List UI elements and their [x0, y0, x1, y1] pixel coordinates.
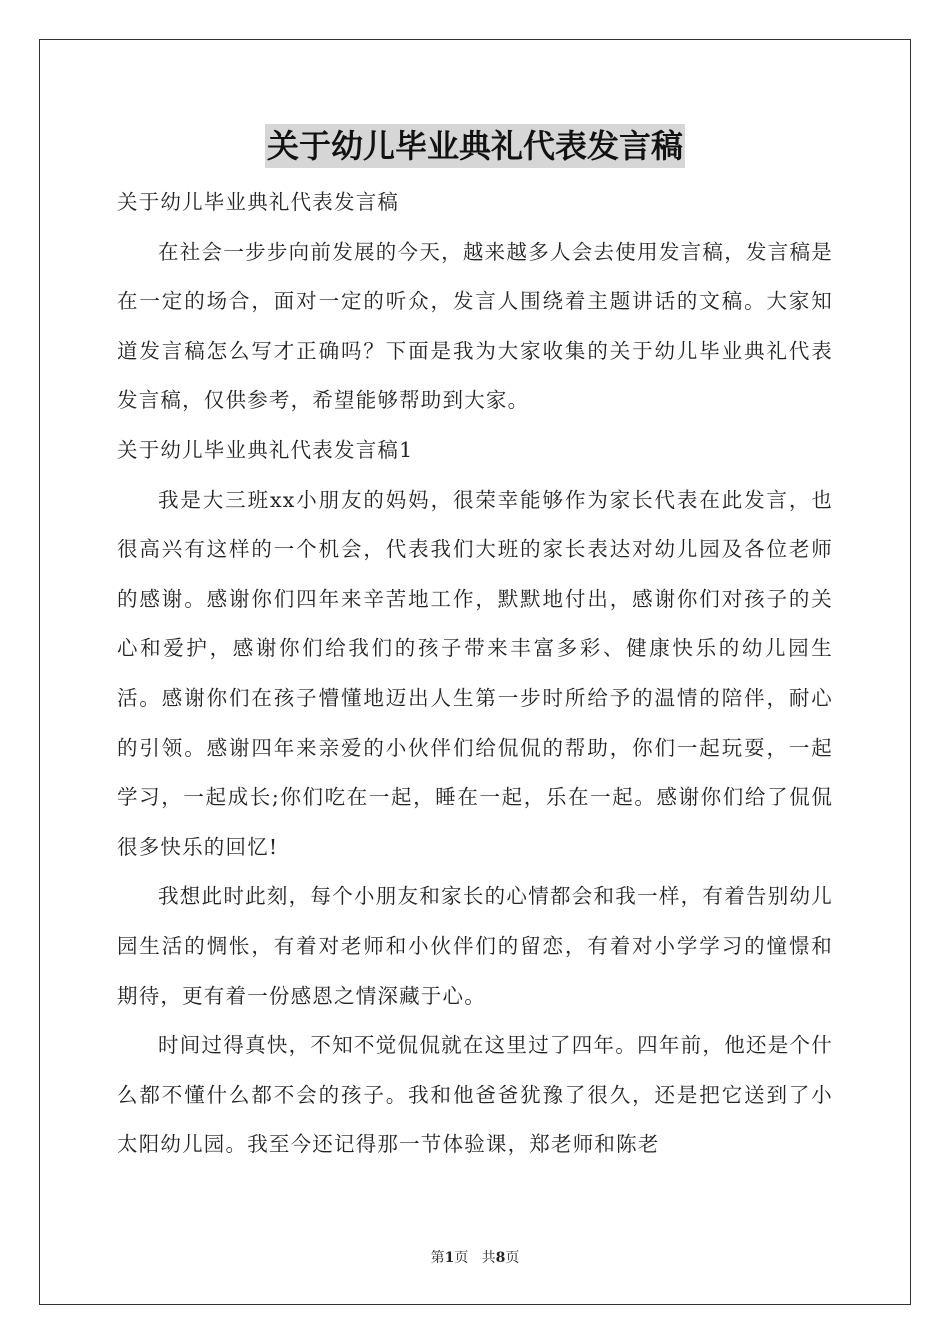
page-footer	[0, 1247, 950, 1267]
page-prefix: 第	[430, 1250, 445, 1266]
document-subtitle: 关于幼儿毕业典礼代表发言稿	[117, 190, 400, 214]
page-total: 8	[495, 1250, 506, 1266]
document-body	[117, 178, 833, 1170]
body-paragraph-2: 我想此时此刻，每个小朋友和家长的心情都会和我一样，有着告别幼儿园生活的惆怅，有着对老师和小伙伴们的留恋，有着对小学学习的憧憬和期待，更有着一份感恩之情深藏于心。	[117, 884, 833, 1008]
section-heading: 关于幼儿毕业典礼代表发言稿1	[117, 437, 414, 462]
intro-paragraph: 在社会一步步向前发展的今天，越来越多人会去使用发言稿，发言稿是在一定的场合，面对一定的听众，发言人围绕着主题讲话的文稿。大家知道发言稿怎么写才正确吗？下面是我为大家收集的关于幼儿毕业典礼代表发言稿，仅供参考，希望能够帮助到大家。	[117, 239, 833, 413]
page-current: 1	[444, 1250, 455, 1266]
page-suffix: 页	[454, 1250, 469, 1266]
body-paragraph-1: 我是大三班xx小朋友的妈妈，很荣幸能够作为家长代表在此发言，也很高兴有这样的一个机会，代表我们大班的家长表达对幼儿园及各位老师的感谢。感谢你们四年来辛苦地工作，默默地付出，感谢你们对孩子的关心和爱护，感谢你们给我们的孩子带来丰富多彩、健康快乐的幼儿园生活。感谢你们在孩子懵懂地迈出人生第一步时所给予的温情的陪伴，耐心的引领。感谢四年来亲爱的小伙伴们给侃侃的帮助，你们一起玩耍，一起学习，一起成长;你们吃在一起，睡在一起，乐在一起。感谢你们给了侃侃很多快乐的回忆!	[117, 487, 833, 859]
total-suffix: 页	[505, 1250, 520, 1266]
body-paragraph-3: 时间过得真快，不知不觉侃侃就在这里过了四年。四年前，他还是个什么都不懂什么都不会的孩子。我和他爸爸犹豫了很久，还是把它送到了小太阳幼儿园。我至今还记得那一节体验课，郑老师和陈老	[117, 1033, 833, 1157]
title-wrap	[0, 124, 950, 168]
total-prefix: 共	[481, 1250, 496, 1266]
document-title: 关于幼儿毕业典礼代表发言稿	[265, 124, 685, 168]
